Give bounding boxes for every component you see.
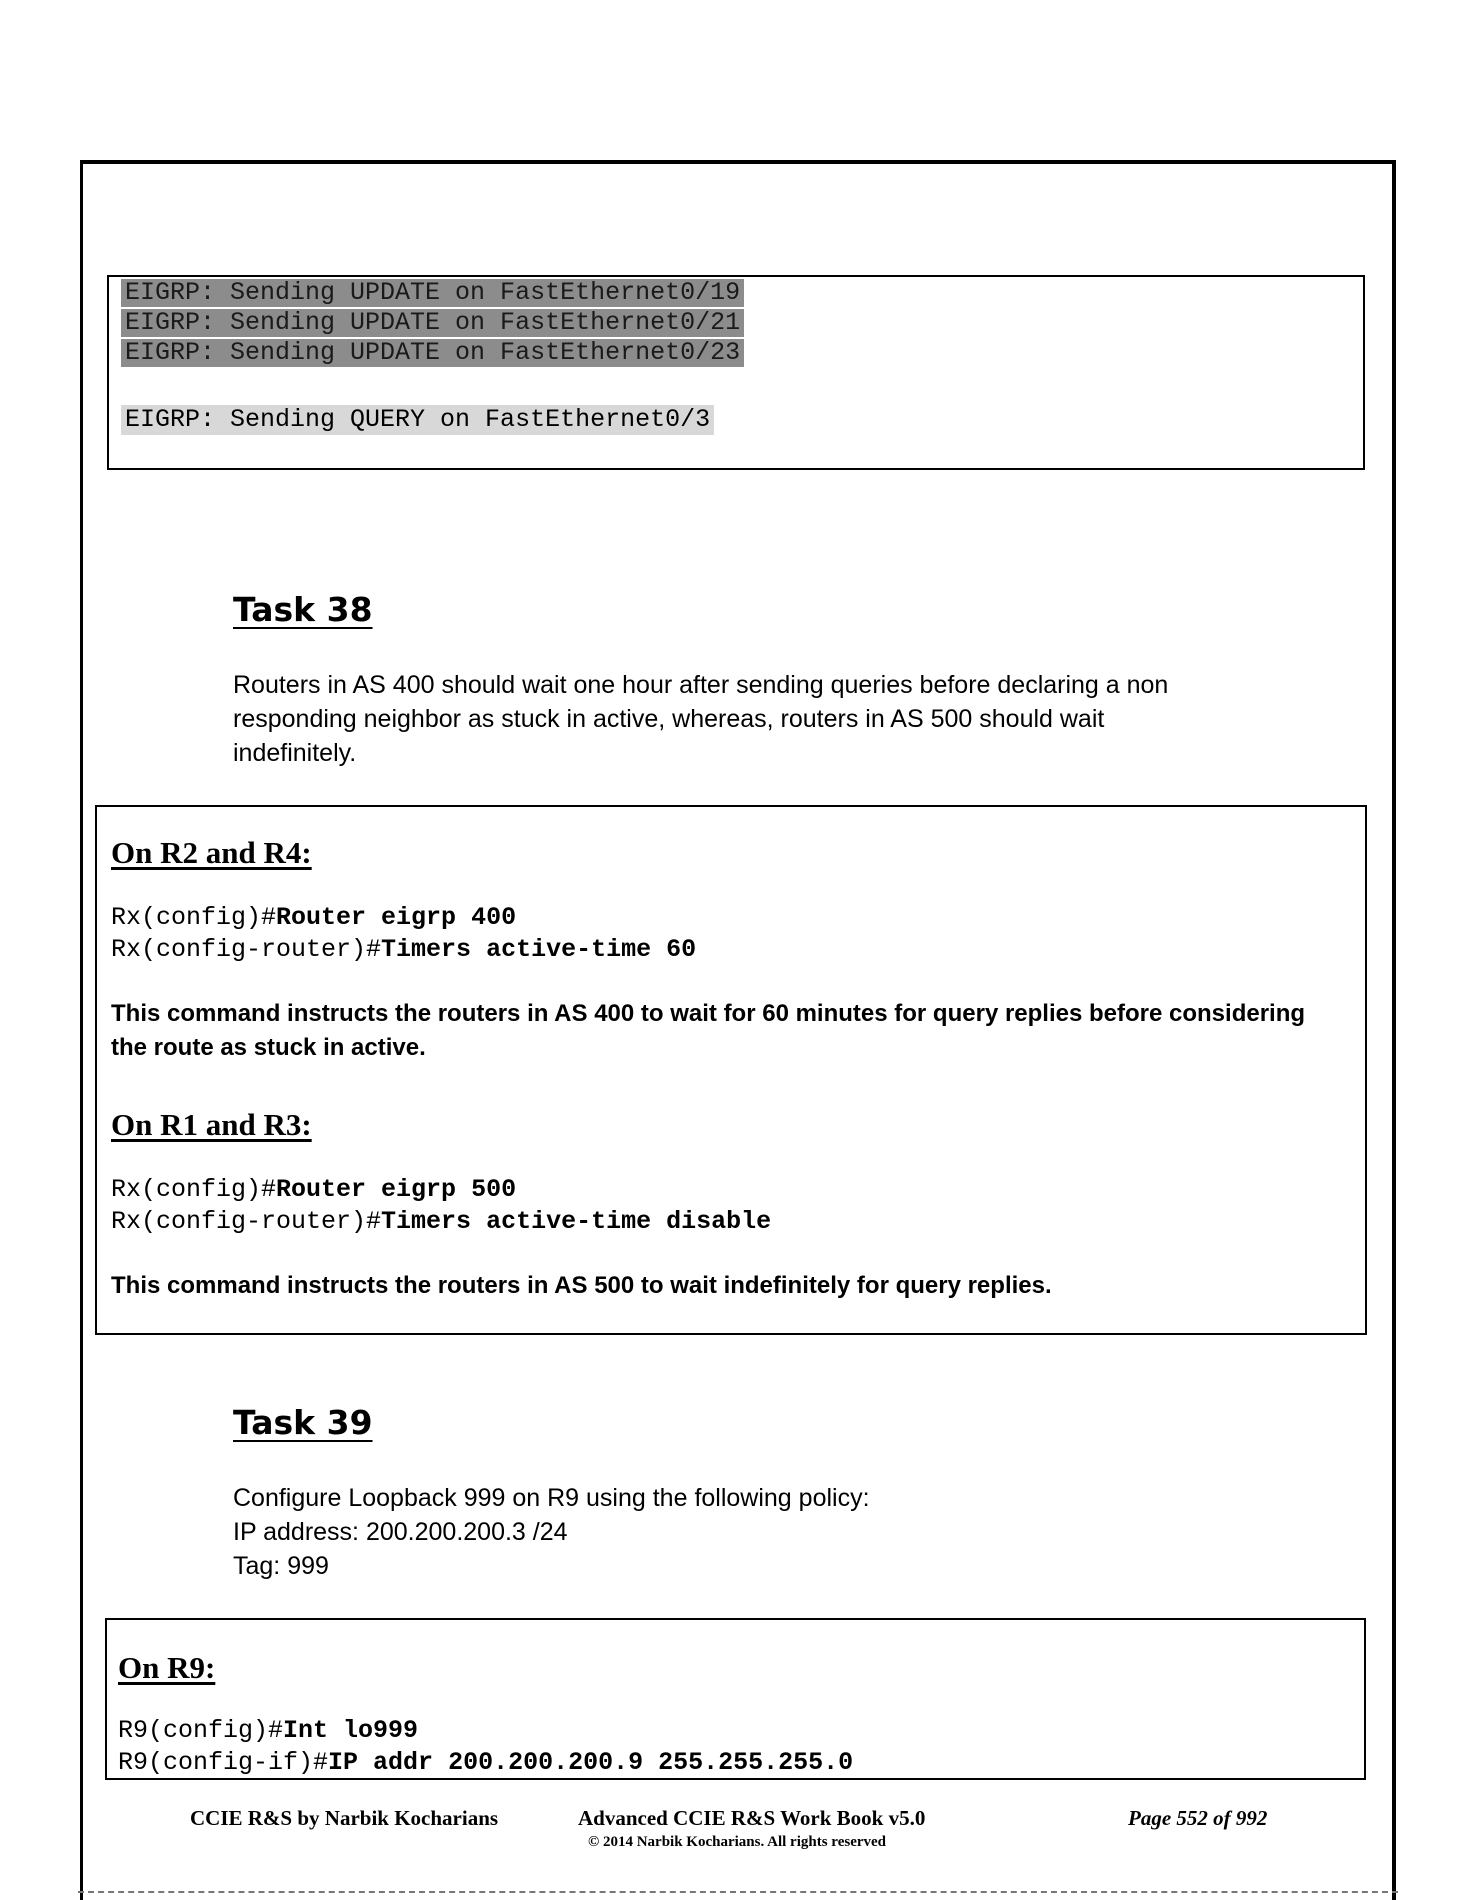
task-38-title: Task 38	[233, 590, 373, 629]
footer-copyright: © 2014 Narbik Kocharians. All rights reserved	[588, 1834, 887, 1850]
debug-output-box	[107, 275, 1365, 470]
task-39-text-line: Tag: 999	[233, 1552, 329, 1580]
task-38-text: Routers in AS 400 should wait one hour after sending queries before declaring a non responding neighbor as stuck in active, whereas, routers in AS 500 should wait indefinitely.	[233, 671, 1169, 767]
explanation-text: This command instructs the routers in AS 400 to wait for 60 minutes for query replies before considering the route as stuck in active.	[111, 1000, 1306, 1061]
cli-line: Rx(config-router)#Timers active-time disable	[111, 1207, 772, 1236]
debug-query-line: EIGRP: Sending QUERY on FastEthernet0/3	[121, 405, 714, 435]
task-39-title: Task 39	[233, 1403, 373, 1442]
task-38-description	[233, 668, 1233, 770]
section-heading-r9: On R9:	[118, 1650, 216, 1685]
cli-line: R9(config)#Int lo999	[118, 1716, 419, 1745]
footer-page-number: Page 552 of 992	[1128, 1806, 1268, 1830]
task-39-text-line: Configure Loopback 999 on R9 using the following policy:	[233, 1484, 870, 1512]
task-39-description	[233, 1481, 1233, 1583]
explanation-text: This command instructs the routers in AS 500 to wait indefinitely for query replies.	[111, 1272, 1052, 1299]
footer-book-title: Advanced CCIE R&S Work Book v5.0	[578, 1806, 926, 1830]
cli-line: Rx(config-router)#Timers active-time 60	[111, 935, 697, 964]
task-38-solution-box	[95, 805, 1367, 1335]
cli-line: R9(config-if)#IP addr 200.200.200.9 255.255.255.0	[118, 1748, 854, 1777]
cli-line: Rx(config)#Router eigrp 500	[111, 1175, 517, 1204]
debug-update-line: EIGRP: Sending UPDATE on FastEthernet0/19	[121, 279, 744, 307]
task-39-text-line: IP address: 200.200.200.3 /24	[233, 1518, 568, 1546]
debug-update-line: EIGRP: Sending UPDATE on FastEthernet0/23	[121, 339, 744, 367]
section-heading-r2-r4: On R2 and R4:	[111, 835, 312, 870]
section-heading-r1-r3: On R1 and R3:	[111, 1107, 312, 1142]
cli-line: Rx(config)#Router eigrp 400	[111, 903, 517, 932]
footer-author: CCIE R&S by Narbik Kocharians	[190, 1806, 499, 1830]
task-39-solution-box	[105, 1618, 1366, 1780]
debug-update-line: EIGRP: Sending UPDATE on FastEthernet0/21	[121, 309, 744, 337]
page-bottom-edge	[78, 1891, 1398, 1893]
